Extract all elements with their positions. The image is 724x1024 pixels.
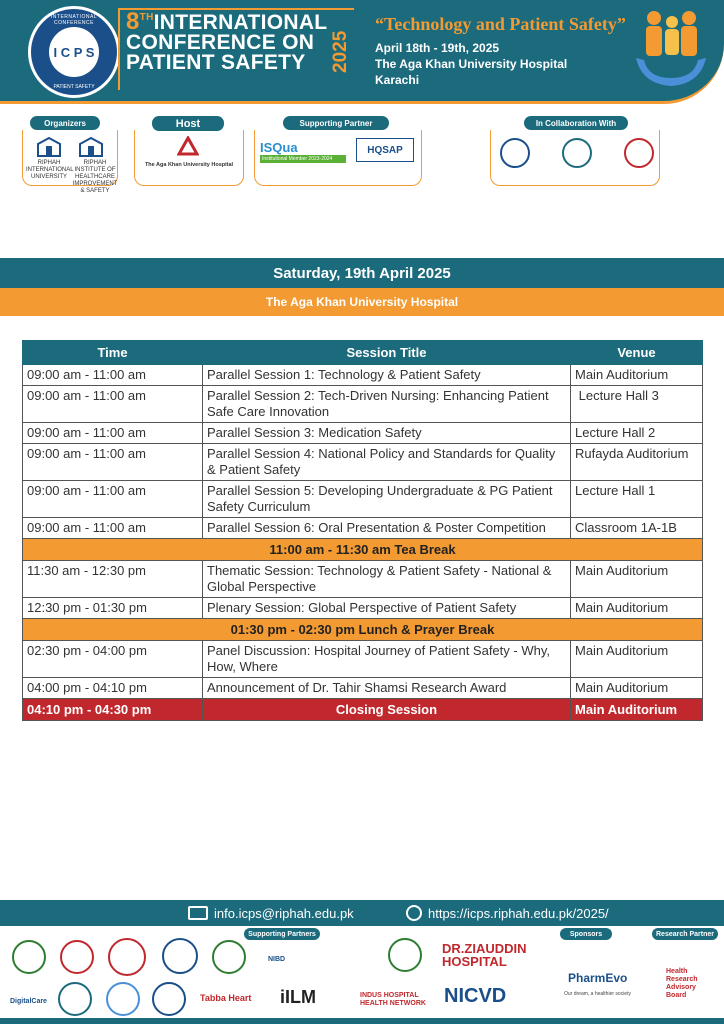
riphah-institute-name: RIPHAH INSTITUTE OF HEALTHCARE IMPROVEMENT & SAFETY: [72, 160, 118, 194]
cell-time: 02:30 pm - 04:00 pm: [23, 641, 203, 678]
closing-time: 04:10 pm - 04:30 pm: [23, 699, 203, 721]
conference-header: [0, 0, 724, 104]
conference-location: The Aga Khan University Hospital: [375, 57, 568, 71]
title-line3: PATIENT SAFETY: [126, 51, 306, 74]
contact-bar: [0, 900, 724, 926]
conference-dates: April 18th - 19th, 2025: [375, 41, 500, 55]
supporting-partner-label: Supporting Partner: [283, 116, 389, 130]
cell-title: Plenary Session: Global Perspective of Patient Safety: [203, 598, 571, 619]
cell-title: Parallel Session 2: Tech-Driven Nursing: Enhancing Patient Safe Care Innovation: [203, 386, 571, 423]
tea-break-label: 11:00 am - 11:30 am Tea Break: [23, 539, 703, 561]
riphah-university-name: RIPHAH INTERNATIONAL UNIVERSITY: [26, 160, 74, 180]
closing-session-row: [23, 699, 703, 721]
host-name: The Aga Khan University Hospital: [144, 162, 234, 168]
footer-logos: [0, 934, 724, 1024]
cell-venue: Main Auditorium: [571, 561, 703, 598]
nibd-logo: NIBD: [268, 956, 286, 963]
badge-ring-bottom: PATIENT SAFETY: [53, 84, 95, 90]
conference-title: [126, 8, 327, 73]
cell-time: 09:00 am - 11:00 am: [23, 444, 203, 481]
cell-time: 09:00 am - 11:00 am: [23, 423, 203, 444]
collab-seal-2-icon: [562, 138, 592, 168]
cell-title: Parallel Session 4: National Policy and Standards for Quality & Patient Safety: [203, 444, 571, 481]
closing-title: Closing Session: [203, 699, 571, 721]
table-row: [23, 678, 703, 699]
research-partner-label: Research Partner: [652, 928, 718, 940]
table-row: [23, 641, 703, 678]
cell-venue: Rufayda Auditorium: [571, 444, 703, 481]
conference-city: Karachi: [375, 73, 420, 87]
email-link[interactable]: info.icps@riphah.edu.pk: [214, 905, 354, 921]
cell-time: 09:00 am - 11:00 am: [23, 386, 203, 423]
riphah-university-logo-icon: [36, 136, 62, 158]
title-line2: CONFERENCE ON: [126, 31, 315, 54]
partner-seal-1-icon: [12, 940, 46, 974]
table-row: [23, 365, 703, 386]
header-venue: Venue: [571, 341, 703, 365]
table-row: [23, 423, 703, 444]
conference-year: 2025: [330, 30, 351, 74]
indus-hospital-logo: INDUS HOSPITAL HEALTH NETWORK: [360, 992, 426, 1007]
cell-venue: Lecture Hall 1: [571, 481, 703, 518]
riphah-institute-logo-icon: [78, 136, 104, 158]
hrab-logo: Health Research Advisory Board: [666, 968, 698, 999]
cell-title: Parallel Session 3: Medication Safety: [203, 423, 571, 444]
date-banner: Saturday, 19th April 2025: [0, 258, 724, 288]
cell-venue: Main Auditorium: [571, 598, 703, 619]
cell-title: Parallel Session 5: Developing Undergraduate & PG Patient Safety Curriculum: [203, 481, 571, 518]
pima-logo-icon: [60, 940, 94, 974]
cell-time: 04:00 pm - 04:10 pm: [23, 678, 203, 699]
lunch-break-row: [23, 619, 703, 641]
cell-venue: Main Auditorium: [571, 678, 703, 699]
table-header-row: [23, 341, 703, 365]
ziauddin-logo: DR.ZIAUDDIN HOSPITAL: [442, 941, 527, 969]
conference-details: [375, 40, 567, 88]
title-line1: INTERNATIONAL: [153, 11, 328, 34]
cell-venue: Main Auditorium: [571, 365, 703, 386]
badge-inner: I C P S: [49, 27, 99, 77]
digitalcare-logo: DigitalCare: [10, 998, 47, 1005]
cell-title: Parallel Session 1: Technology & Patient Safety: [203, 365, 571, 386]
table-row: [23, 518, 703, 539]
ordinal: 8TH: [126, 8, 154, 35]
iilm-logo: iILM: [280, 987, 316, 1007]
website-contact[interactable]: [406, 905, 609, 921]
icps-badge-logo: [28, 6, 120, 98]
partner-seal-2-icon: [212, 940, 246, 974]
cell-time: 12:30 pm - 01:30 pm: [23, 598, 203, 619]
cell-title: Thematic Session: Technology & Patient Safety - National & Global Perspective: [203, 561, 571, 598]
liaquat-hospital-logo-icon: [108, 938, 146, 976]
header-time: Time: [23, 341, 203, 365]
people-care-icon: [632, 8, 710, 90]
tea-break-row: [23, 539, 703, 561]
badge-ring-top: INTERNATIONAL CONFERENCE: [50, 14, 98, 26]
cell-title: Announcement of Dr. Tahir Shamsi Research Award: [203, 678, 571, 699]
table-row: [23, 386, 703, 423]
lunch-break-label: 01:30 pm - 02:30 pm Lunch & Prayer Break: [23, 619, 703, 641]
website-link[interactable]: https://icps.riphah.edu.pk/2025/: [428, 905, 609, 921]
table-row: [23, 598, 703, 619]
cell-venue: Lecture Hall 2: [571, 423, 703, 444]
table-row: [23, 561, 703, 598]
cell-title: Panel Discussion: Hospital Journey of Patient Safety - Why, How, Where: [203, 641, 571, 678]
cell-title: Parallel Session 6: Oral Presentation & Poster Competition: [203, 518, 571, 539]
akuh-logo-icon: [177, 136, 199, 156]
tabba-heart-logo: Tabba Heart: [200, 993, 252, 1003]
table-row: [23, 481, 703, 518]
cell-time: 09:00 am - 11:00 am: [23, 481, 203, 518]
schedule-table: [22, 340, 703, 721]
host-label: Host: [152, 116, 224, 131]
partner-seal-4-icon: [106, 982, 140, 1016]
partner-seal-5-icon: [152, 982, 186, 1016]
cell-time: 09:00 am - 11:00 am: [23, 518, 203, 539]
collab-seal-1-icon: [500, 138, 530, 168]
header-session-title: Session Title: [203, 341, 571, 365]
supporting-partners-label: Supporting Partners: [244, 928, 320, 940]
cell-venue: Main Auditorium: [571, 641, 703, 678]
envelope-icon: [188, 906, 208, 920]
cell-venue: Lecture Hall 3: [571, 386, 703, 423]
table-row: [23, 444, 703, 481]
cell-venue: Classroom 1A-1B: [571, 518, 703, 539]
nicvd-logo: NICVD: [444, 985, 507, 1007]
collaboration-label: In Collaboration With: [524, 116, 628, 130]
collab-seal-3-icon: [624, 138, 654, 168]
partner-seal-3-icon: [388, 938, 422, 972]
pharmevo-logo: PharmEvo: [568, 971, 628, 985]
bottom-border: [0, 1018, 724, 1024]
email-contact[interactable]: [188, 906, 354, 921]
partners-strip: [0, 116, 724, 194]
sponsors-label: Sponsors: [560, 928, 612, 940]
closing-venue: Main Auditorium: [571, 699, 703, 721]
isqua-logo: ISQua Institutional Member 2023-2024: [260, 140, 346, 164]
pharmevo-tagline: Our dream, a healthier society: [564, 991, 631, 997]
cell-time: 11:30 am - 12:30 pm: [23, 561, 203, 598]
globe-icon: [406, 905, 422, 921]
phc-logo-icon: [162, 938, 198, 974]
conference-theme: “Technology and Patient Safety”: [375, 14, 626, 34]
venue-banner: The Aga Khan University Hospital: [0, 288, 724, 316]
hqsap-logo: HQSAP: [356, 138, 414, 162]
alkhidmat-logo-icon: [58, 982, 92, 1016]
organizers-label: Organizers: [30, 116, 100, 130]
cell-time: 09:00 am - 11:00 am: [23, 365, 203, 386]
